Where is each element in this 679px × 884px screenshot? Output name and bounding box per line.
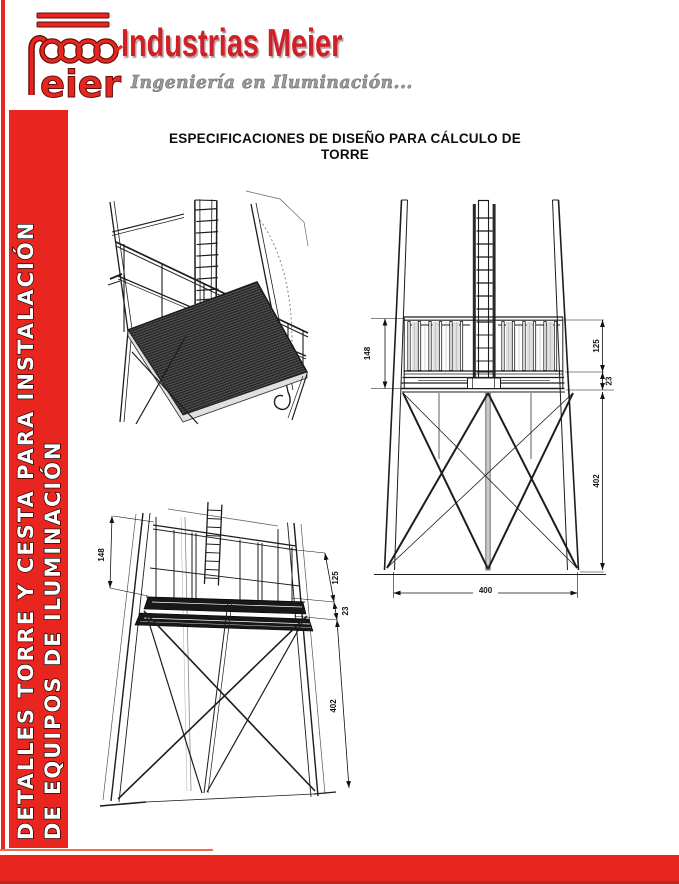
dimension-label: 402 xyxy=(329,699,338,713)
dimension-label: 148 xyxy=(97,548,106,562)
pipe-curl xyxy=(274,392,290,409)
meier-logo-icon xyxy=(25,5,125,103)
dimension-label: 125 xyxy=(592,339,601,353)
drawing-tower-front-elevation xyxy=(362,193,618,612)
page-title-line1: ESPECIFICACIONES DE DISEÑO PARA CÁLCULO DE xyxy=(169,131,521,146)
back-rail xyxy=(112,214,184,236)
dimension-label: 148 xyxy=(363,346,372,361)
page-title-line2: TORRE xyxy=(320,147,369,162)
brand-tagline: Ingeniería en Iluminación... xyxy=(131,72,413,93)
basket-railing xyxy=(402,317,565,389)
logo-bars-icon xyxy=(37,13,109,27)
drawing-tower-perspective-bottom xyxy=(82,450,352,822)
sidebar-caption xyxy=(13,100,67,840)
drawing-basket-perspective xyxy=(108,186,315,425)
meier-logo xyxy=(25,5,125,103)
left-edge-stripe xyxy=(1,0,5,849)
ground-line xyxy=(100,802,146,806)
dimension-label: 125 xyxy=(331,571,340,585)
dimension-label: 400 xyxy=(478,586,493,595)
mesh-platform xyxy=(128,282,307,422)
dimension-label: 23 xyxy=(604,376,614,386)
sidebar-underline xyxy=(0,849,213,851)
support-bracing xyxy=(374,392,606,575)
ladder xyxy=(204,502,222,586)
tower-leg-left xyxy=(110,201,132,422)
sidebar-caption-line2: DE EQUIPOS DE ILUMINACIÓN xyxy=(41,440,65,840)
support-bracing xyxy=(100,602,336,806)
page-title xyxy=(110,131,580,163)
mesh-platform-underside xyxy=(135,597,313,631)
logo-word: eier xyxy=(40,63,122,103)
dimension-label: 23 xyxy=(341,606,350,616)
sidebar-caption-line1: DETALLES TORRE Y CESTA PARA INSTALACIÓN xyxy=(14,220,38,840)
footer-red-bar xyxy=(0,855,679,884)
basket-railing xyxy=(146,509,305,602)
ladder xyxy=(473,200,496,389)
dimension-label: 402 xyxy=(592,474,601,488)
brand-title: Industrias Meier xyxy=(121,22,343,65)
